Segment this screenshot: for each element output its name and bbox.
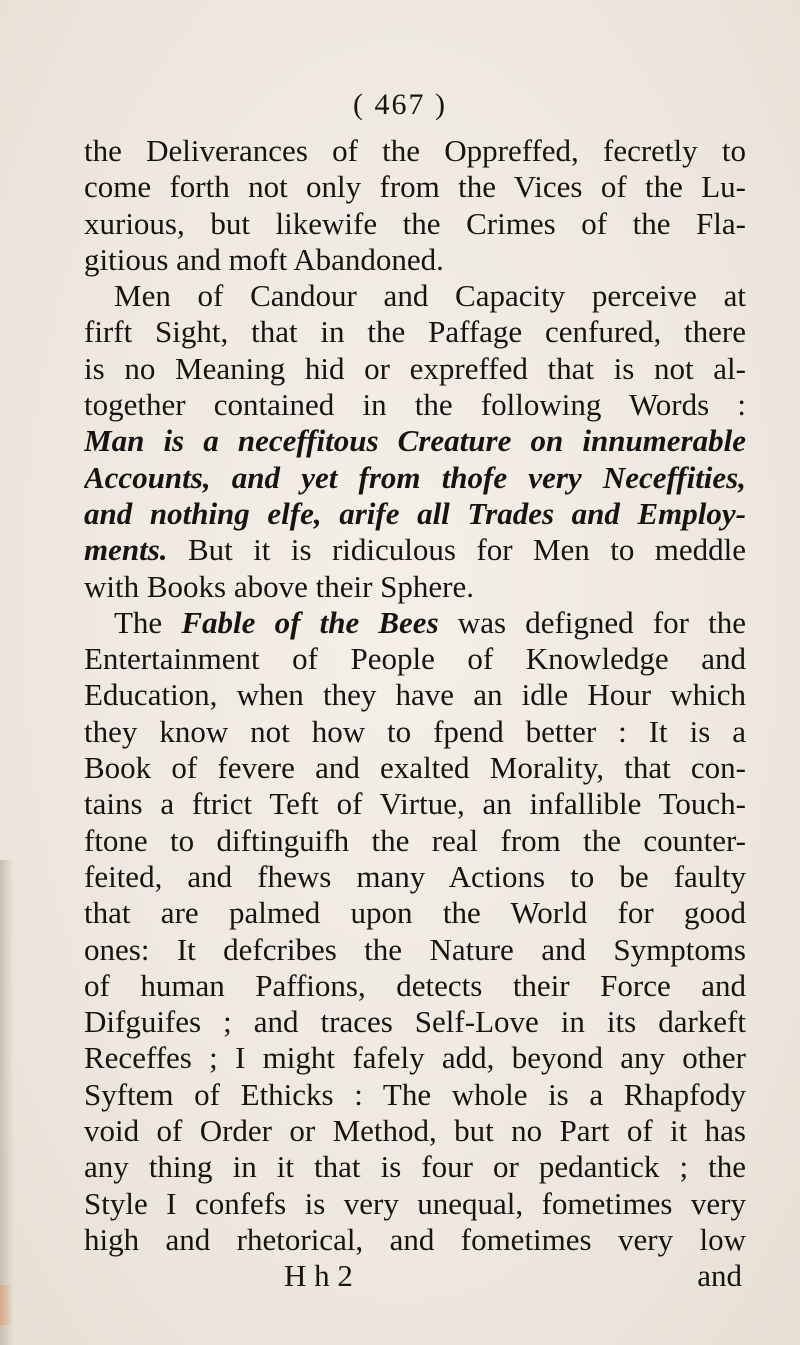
text-line: ones: It defcribes the Nature and Symptoms bbox=[84, 931, 746, 967]
book-title-italic: Fable of the Bees bbox=[181, 604, 439, 640]
text-line: Difguifes ; and traces Self-Love in its darkeft bbox=[84, 1004, 746, 1040]
text-line: firft Sight, that in the Paffage cenfured, there bbox=[84, 314, 746, 350]
page-footer-line bbox=[84, 1258, 746, 1294]
signature-mark: H h 2 bbox=[284, 1258, 353, 1294]
page-edge-stain bbox=[0, 1285, 12, 1325]
italic-fragment: ments. bbox=[84, 532, 168, 568]
text-line: the Deliverances of the Oppreffed, fecretly to bbox=[84, 133, 746, 168]
catchword: and bbox=[697, 1258, 742, 1294]
text-line: Men of Candour and Capacity perceive at bbox=[114, 278, 746, 314]
text-line: come forth not only from the Vices of the Lu- bbox=[84, 169, 746, 205]
text-line-mixed bbox=[84, 605, 746, 641]
italic-quote-line: and nothing elfe, arife all Trades and Employ- bbox=[84, 495, 746, 531]
text-line: together contained in the following Words : bbox=[84, 387, 746, 423]
text-line: with Books above their Sphere. bbox=[84, 568, 475, 604]
text-line: ftone to diftinguifh the real from the counter- bbox=[84, 822, 746, 858]
text-line: void of Order or Method, but no Part of it has bbox=[84, 1113, 746, 1149]
text-line: feited, and fhews many Actions to be faulty bbox=[84, 858, 746, 894]
text-line: that are palmed upon the World for good bbox=[84, 895, 746, 931]
text-fragment: But it is ridiculous for Men to meddle bbox=[167, 532, 746, 568]
text-line: Syftem of Ethicks : The whole is a Rhapfody bbox=[84, 1076, 746, 1112]
text-line: they know not how to fpend better : It is a bbox=[84, 713, 746, 749]
text-line: Education, when they have an idle Hour which bbox=[84, 677, 746, 713]
text-line: Receffes ; I might fafely add, beyond any other bbox=[84, 1040, 746, 1076]
italic-quote-line: Man is a neceffitous Creature on innumerable bbox=[84, 423, 746, 459]
text-line: Book of fevere and exalted Morality, that con- bbox=[84, 750, 746, 786]
text-fragment: The bbox=[114, 604, 182, 640]
body-text bbox=[84, 133, 746, 1295]
text-line: of human Paffions, detects their Force and bbox=[84, 967, 746, 1003]
text-line: xurious, but likewife the Crimes of the Fla- bbox=[84, 205, 746, 241]
page-edge-shadow bbox=[0, 860, 14, 1345]
text-line: is no Meaning hid or expreffed that is not al- bbox=[84, 350, 746, 386]
text-fragment: was defigned for the bbox=[438, 604, 746, 640]
text-line: high and rhetorical, and fometimes very low bbox=[84, 1221, 746, 1257]
text-line: gitious and moft Abandoned. bbox=[84, 241, 444, 277]
italic-quote-line: Accounts, and yet from thofe very Neceffities, bbox=[84, 459, 746, 495]
text-line: Entertainment of People of Knowledge and bbox=[84, 641, 746, 677]
text-line: tains a ftrict Teft of Virtue, an infallible Touch- bbox=[84, 786, 746, 822]
text-line-mixed bbox=[84, 532, 746, 568]
page-number: ( 467 ) bbox=[353, 88, 447, 121]
text-line: Style I confefs is very unequal, fometimes very bbox=[84, 1185, 746, 1221]
text-line: any thing in it that is four or pedantick ; the bbox=[84, 1149, 746, 1185]
